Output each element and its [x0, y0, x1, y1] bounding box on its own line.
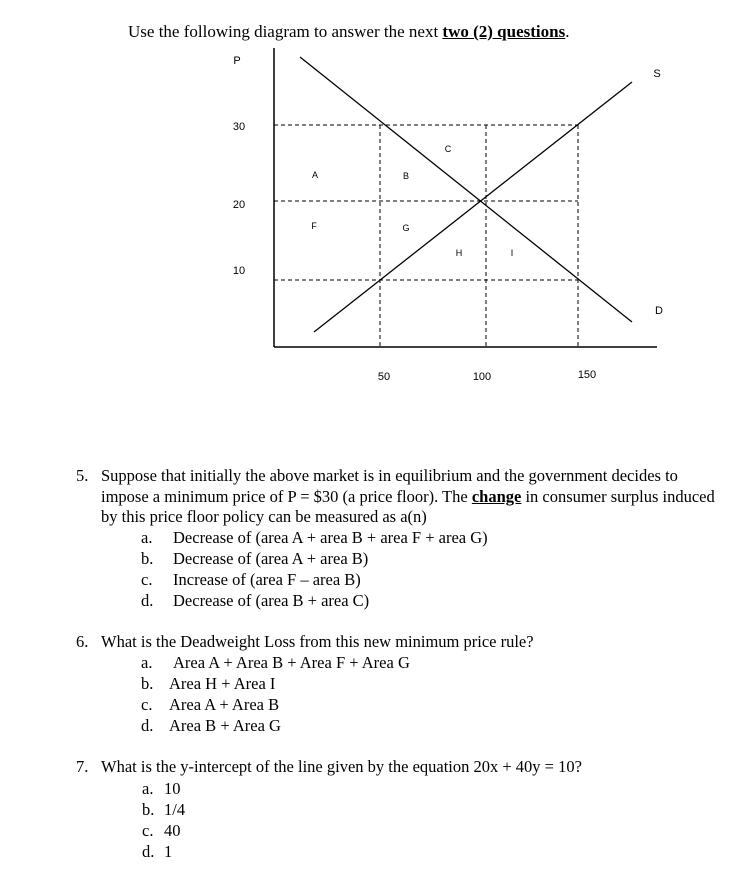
- supply-curve: [311, 82, 632, 332]
- area-f-label: F: [311, 221, 317, 231]
- x-tick-100: 100: [472, 371, 492, 383]
- stem-emphasis: change: [471, 486, 522, 506]
- question-7: [76, 757, 736, 867]
- option-letter: c.: [141, 695, 153, 714]
- area-c-label: C: [444, 144, 452, 154]
- option-c[interactable]: [141, 570, 361, 591]
- question-stem: What is the Deadweight Loss from this new minimum price rule?: [101, 632, 534, 651]
- option-letter: a.: [141, 528, 153, 547]
- question-number: 6.: [76, 632, 89, 651]
- option-c[interactable]: [142, 821, 181, 842]
- option-d[interactable]: [142, 842, 172, 863]
- demand-label: D: [655, 305, 663, 317]
- area-g-label: G: [402, 223, 410, 233]
- supply-demand-diagram: [0, 0, 755, 400]
- question-6: [76, 632, 736, 742]
- supply-label: S: [653, 68, 661, 80]
- option-text: Area A + Area B: [169, 695, 280, 714]
- option-letter: c.: [141, 570, 153, 589]
- option-text: 40: [164, 821, 181, 840]
- option-a[interactable]: [141, 528, 488, 549]
- option-letter: b.: [142, 800, 155, 819]
- option-text: Area H + Area I: [169, 674, 276, 693]
- option-d[interactable]: [141, 716, 281, 737]
- stem-text: Suppose that initially the above market is in equilibrium and the government decides to impose a minimum price of P = $30 (a price floor). The: [101, 466, 678, 506]
- area-i-label: I: [510, 248, 514, 258]
- option-c[interactable]: [141, 695, 279, 716]
- option-text: 1: [164, 842, 173, 861]
- option-d[interactable]: [141, 591, 369, 612]
- stem-text-end: in consumer surplus induced by this price floor policy can be measured as a(n): [101, 486, 715, 526]
- area-h-label: H: [455, 248, 463, 258]
- x-tick-50: 50: [377, 371, 391, 383]
- option-text: Decrease of (area A + area B + area F + area G): [173, 528, 488, 547]
- option-text: Area B + Area G: [169, 716, 281, 735]
- option-a[interactable]: [141, 653, 410, 674]
- y-tick-30: 30: [232, 121, 246, 133]
- option-letter: d.: [142, 842, 155, 861]
- option-a[interactable]: [142, 779, 181, 800]
- demand-curve: [300, 57, 632, 322]
- option-letter: c.: [142, 821, 154, 840]
- option-letter: d.: [141, 716, 154, 735]
- intro-text: Use the following diagram to answer the next: [128, 22, 443, 41]
- question-number: 7.: [76, 757, 89, 776]
- area-b-label: B: [402, 171, 410, 181]
- price-axis-label: P: [233, 55, 241, 67]
- option-b[interactable]: [141, 549, 368, 570]
- option-letter: d.: [141, 591, 154, 610]
- option-text: Decrease of (area B + area C): [173, 591, 370, 610]
- option-b[interactable]: [141, 674, 275, 695]
- question-stem: [101, 466, 716, 528]
- area-a-label: A: [311, 170, 319, 180]
- option-text: Decrease of (area A + area B): [173, 549, 369, 568]
- option-letter: a.: [142, 779, 154, 798]
- option-letter: b.: [141, 549, 154, 568]
- option-b[interactable]: [142, 800, 185, 821]
- y-tick-20: 20: [232, 199, 246, 211]
- question-stem: What is the y-intercept of the line given by the equation 20x + 40y = 10?: [101, 757, 582, 776]
- option-letter: b.: [141, 674, 154, 693]
- question-5: [76, 466, 736, 616]
- question-number: 5.: [76, 466, 89, 485]
- x-tick-150: 150: [577, 369, 597, 381]
- option-text: 10: [164, 779, 181, 798]
- intro-emphasis: two (2) questions: [442, 22, 566, 41]
- intro-period: .: [565, 22, 570, 41]
- option-letter: a.: [141, 653, 153, 672]
- option-text: Area A + Area B + Area F + Area G: [173, 653, 410, 672]
- option-text: Increase of (area F – area B): [173, 570, 361, 589]
- y-tick-10: 10: [232, 265, 246, 277]
- option-text: 1/4: [164, 800, 186, 819]
